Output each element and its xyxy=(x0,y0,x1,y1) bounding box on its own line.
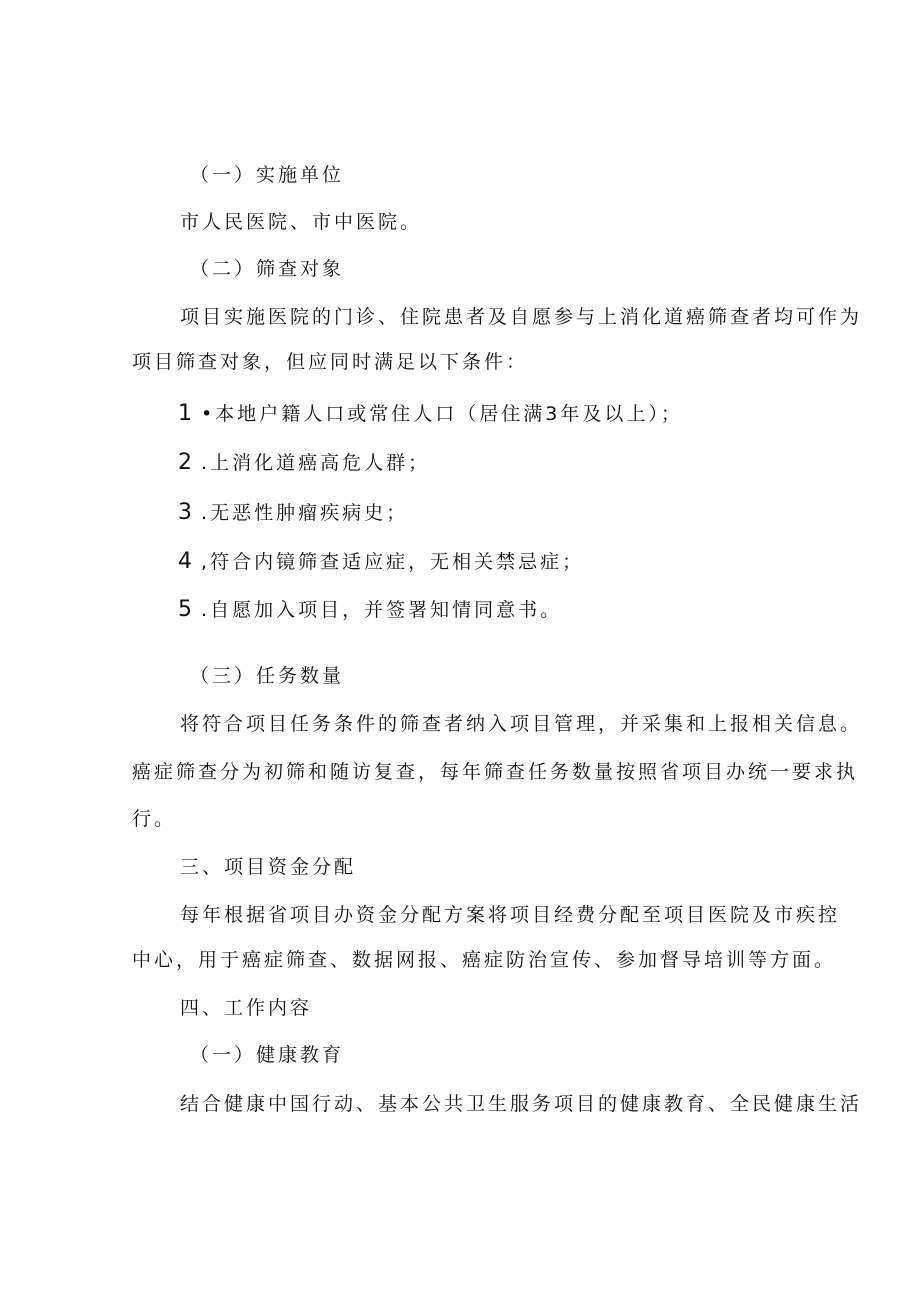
part-heading-fund-allocation: 三、项目资金分配 xyxy=(180,856,357,878)
section-heading-implementing-units: （一）实施单位 xyxy=(190,164,345,186)
condition-text: .上消化道癌高危人群； xyxy=(201,452,431,474)
condition-item xyxy=(178,402,683,426)
condition-number: 2 xyxy=(178,450,192,475)
condition-number: 3 xyxy=(178,500,192,525)
section-heading-task-quantity: （三）任务数量 xyxy=(190,665,345,687)
condition-text: •本地户籍人口或常住人口（居住满3年及以上）； xyxy=(201,403,683,425)
condition-number: 1 xyxy=(178,401,192,426)
condition-number: 4 xyxy=(178,549,192,574)
sub-heading-health-education: （一）健康教育 xyxy=(190,1044,345,1066)
screening-targets-intro-line-2: 项目筛查对象，但应同时满足以下条件： xyxy=(132,351,529,373)
condition-item xyxy=(178,598,562,622)
task-quantity-line-2: 癌症筛查分为初筛和随访复查，每年筛查任务数量按照省项目办统一要求执 xyxy=(132,761,859,783)
fund-allocation-line-1: 每年根据省项目办资金分配方案将项目经费分配至项目医院及市疾控 xyxy=(180,904,841,926)
condition-text: ,符合内镜筛查适应症，无相关禁忌症； xyxy=(201,551,585,573)
section-heading-screening-targets: （二）筛查对象 xyxy=(190,258,345,280)
condition-item xyxy=(178,501,408,525)
condition-text: .无恶性肿瘤疾病史； xyxy=(201,502,409,524)
condition-item xyxy=(178,550,584,574)
task-quantity-line-1: 将符合项目任务条件的筛查者纳入项目管理，并采集和上报相关信息。 xyxy=(180,713,863,735)
condition-number: 5 xyxy=(178,597,192,622)
condition-text: .自愿加入项目，并签署知情同意书。 xyxy=(201,599,563,621)
health-education-line-1: 结合健康中国行动、基本公共卫生服务项目的健康教育、全民健康生活 xyxy=(180,1093,863,1115)
condition-item xyxy=(178,451,430,475)
task-quantity-line-3: 行。 xyxy=(132,808,177,830)
fund-allocation-line-2: 中心，用于癌症筛查、数据网报、癌症防治宣传、参加督导培训等方面。 xyxy=(132,949,837,971)
part-heading-work-content: 四、工作内容 xyxy=(180,997,313,1019)
screening-targets-intro-line-1: 项目实施医院的门诊、住院患者及自愿参与上消化道癌筛查者均可作为 xyxy=(180,306,863,328)
implementing-units-text: 市人民医院、市中医院。 xyxy=(180,211,423,233)
